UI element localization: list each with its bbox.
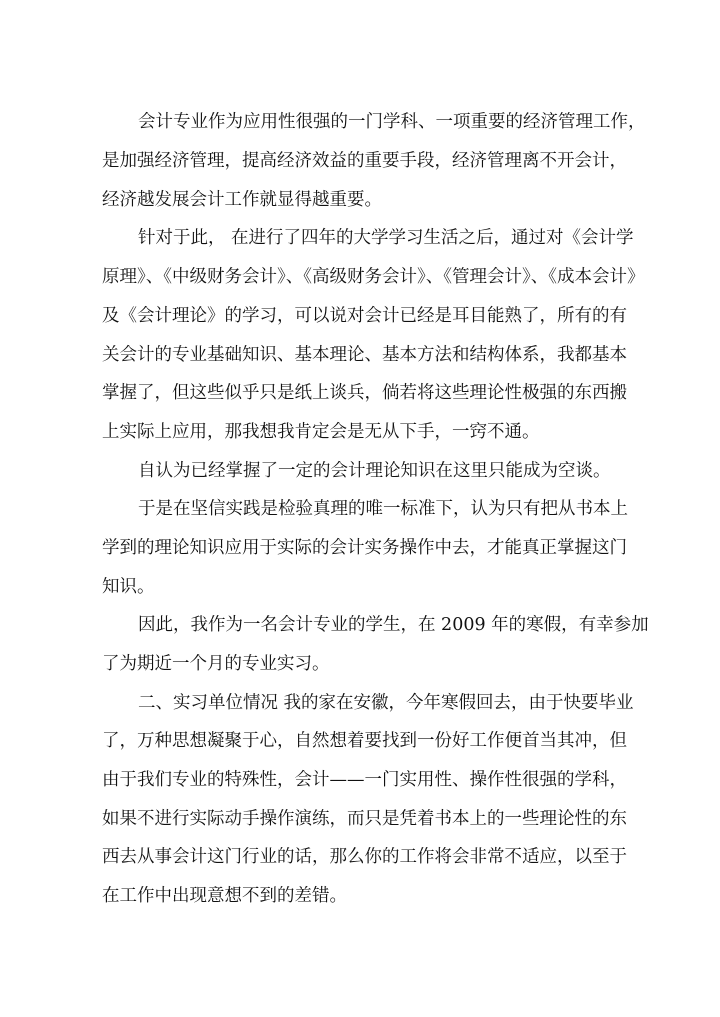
text-line: 因此，我作为一名会计专业的学生，在 2009 年的寒假，有幸参加 [138, 615, 649, 635]
text-line: 原理》、《中级财务会计》、《高级财务会计》、《管理会计》、《成本会计》 [102, 267, 645, 287]
text-line: 自认为已经掌握了一定的会计理论知识在这里只能成为空谈。 [138, 461, 611, 481]
text-line: 二、实习单位情况 我的家在安徽，今年寒假回去，由于快要毕业 [138, 693, 634, 713]
text-line: 知识。 [102, 577, 155, 597]
text-line: 了为期近一个月的专业实习。 [102, 654, 330, 674]
text-line: 上实际上应用，那我想我肯定会是无从下手，一窍不通。 [102, 422, 540, 442]
text-line: 在工作中出现意想不到的差错。 [102, 886, 347, 906]
text-line: 学到的理论知识应用于实际的会计实务操作中去，才能真正掌握这门 [102, 538, 627, 558]
text-line: 由于我们专业的特殊性，会计——一门实用性、操作性很强的学科， [102, 770, 627, 790]
text-line: 会计专业作为应用性很强的一门学科、一项重要的经济管理工作， [138, 112, 646, 132]
text-line: 是加强经济管理，提高经济效益的重要手段，经济管理离不开会计， [102, 151, 627, 171]
text-line: 及《会计理论》的学习，可以说对会计已经是耳目能熟了，所有的有 [102, 306, 627, 326]
text-line: 针对于此， 在进行了四年的大学学习生活之后，通过对《会计学 [138, 228, 634, 248]
text-line: 西去从事会计这门行业的话，那么你的工作将会非常不适应，以至于 [102, 847, 627, 867]
text-line: 如果不进行实际动手操作演练，而只是凭着书本上的一些理论性的东 [102, 809, 627, 829]
text-line: 了，万种思想凝聚于心，自然想着要找到一份好工作便首当其冲，但 [102, 731, 627, 751]
text-line: 于是在坚信实践是检验真理的唯一标准下，认为只有把从书本上 [138, 499, 628, 519]
text-line: 经济越发展会计工作就显得越重要。 [102, 190, 382, 210]
text-line: 关会计的专业基础知识、基本理论、基本方法和结构体系，我都基本 [102, 345, 627, 365]
text-line: 掌握了，但这些似乎只是纸上谈兵，倘若将这些理论性极强的东西搬 [102, 383, 627, 403]
